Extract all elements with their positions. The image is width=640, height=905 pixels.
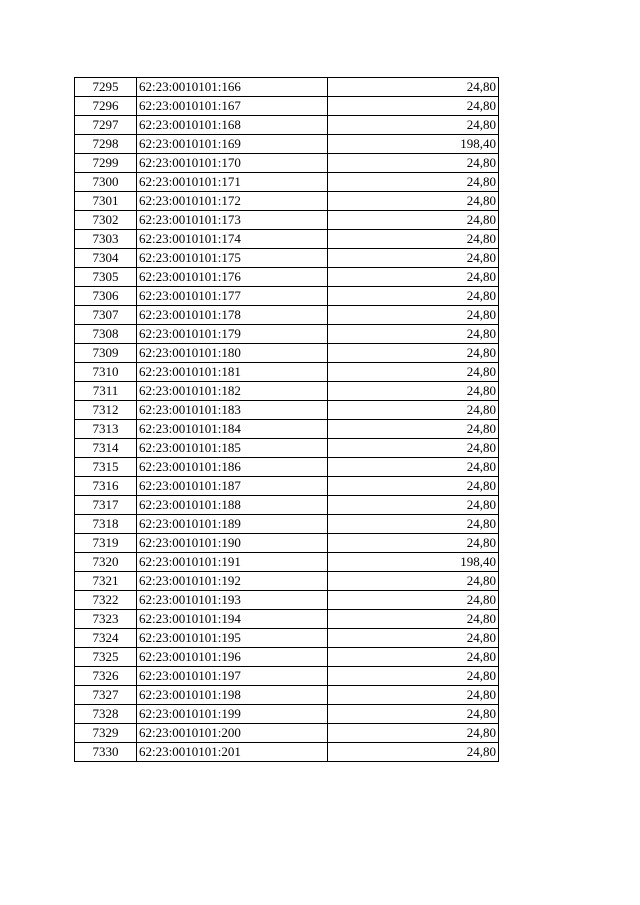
- cadastral-number-cell: 62:23:0010101:190: [137, 534, 328, 553]
- value-cell: 24,80: [328, 230, 499, 249]
- table-row: [75, 458, 499, 477]
- row-number-cell: 7307: [75, 306, 137, 325]
- table-row: [75, 610, 499, 629]
- table-row: [75, 116, 499, 135]
- cadastral-number-cell: 62:23:0010101:183: [137, 401, 328, 420]
- cadastral-number-cell: 62:23:0010101:172: [137, 192, 328, 211]
- table-row: [75, 420, 499, 439]
- row-number-cell: 7311: [75, 382, 137, 401]
- table-row: [75, 173, 499, 192]
- cadastral-number-cell: 62:23:0010101:199: [137, 705, 328, 724]
- value-cell: 24,80: [328, 325, 499, 344]
- table-row: [75, 534, 499, 553]
- cadastral-number-cell: 62:23:0010101:168: [137, 116, 328, 135]
- table-row: [75, 97, 499, 116]
- cadastral-number-cell: 62:23:0010101:167: [137, 97, 328, 116]
- cadastral-number-cell: 62:23:0010101:181: [137, 363, 328, 382]
- value-cell: 24,80: [328, 458, 499, 477]
- row-number-cell: 7296: [75, 97, 137, 116]
- value-cell: 24,80: [328, 344, 499, 363]
- table-row: [75, 515, 499, 534]
- cadastral-number-cell: 62:23:0010101:186: [137, 458, 328, 477]
- value-cell: 24,80: [328, 249, 499, 268]
- row-number-cell: 7309: [75, 344, 137, 363]
- table-row: [75, 211, 499, 230]
- value-cell: 24,80: [328, 192, 499, 211]
- row-number-cell: 7299: [75, 154, 137, 173]
- cadastral-number-cell: 62:23:0010101:196: [137, 648, 328, 667]
- row-number-cell: 7312: [75, 401, 137, 420]
- row-number-cell: 7319: [75, 534, 137, 553]
- value-cell: 24,80: [328, 363, 499, 382]
- value-cell: 24,80: [328, 743, 499, 762]
- table-row: [75, 154, 499, 173]
- cadastral-number-cell: 62:23:0010101:180: [137, 344, 328, 363]
- value-cell: 24,80: [328, 97, 499, 116]
- cadastral-number-cell: 62:23:0010101:169: [137, 135, 328, 154]
- cadastral-number-cell: 62:23:0010101:173: [137, 211, 328, 230]
- value-cell: 24,80: [328, 439, 499, 458]
- cadastral-number-cell: 62:23:0010101:192: [137, 572, 328, 591]
- row-number-cell: 7297: [75, 116, 137, 135]
- row-number-cell: 7301: [75, 192, 137, 211]
- value-cell: 24,80: [328, 173, 499, 192]
- row-number-cell: 7329: [75, 724, 137, 743]
- table-row: [75, 192, 499, 211]
- value-cell: 24,80: [328, 705, 499, 724]
- table-row: [75, 306, 499, 325]
- row-number-cell: 7316: [75, 477, 137, 496]
- value-cell: 24,80: [328, 287, 499, 306]
- cadastral-number-cell: 62:23:0010101:179: [137, 325, 328, 344]
- value-cell: 198,40: [328, 553, 499, 572]
- row-number-cell: 7328: [75, 705, 137, 724]
- row-number-cell: 7320: [75, 553, 137, 572]
- value-cell: 24,80: [328, 477, 499, 496]
- table-row: [75, 629, 499, 648]
- row-number-cell: 7317: [75, 496, 137, 515]
- row-number-cell: 7326: [75, 667, 137, 686]
- table-row: [75, 496, 499, 515]
- row-number-cell: 7330: [75, 743, 137, 762]
- value-cell: 24,80: [328, 534, 499, 553]
- table-body: [75, 78, 499, 762]
- value-cell: 24,80: [328, 382, 499, 401]
- table-row: [75, 591, 499, 610]
- row-number-cell: 7302: [75, 211, 137, 230]
- table-row: [75, 249, 499, 268]
- value-cell: 24,80: [328, 306, 499, 325]
- row-number-cell: 7325: [75, 648, 137, 667]
- row-number-cell: 7321: [75, 572, 137, 591]
- table-row: [75, 78, 499, 97]
- table-row: [75, 705, 499, 724]
- cadastral-number-cell: 62:23:0010101:178: [137, 306, 328, 325]
- value-cell: 24,80: [328, 268, 499, 287]
- cadastral-number-cell: 62:23:0010101:187: [137, 477, 328, 496]
- cadastral-number-cell: 62:23:0010101:200: [137, 724, 328, 743]
- table-row: [75, 572, 499, 591]
- value-cell: 24,80: [328, 211, 499, 230]
- value-cell: 24,80: [328, 591, 499, 610]
- table-row: [75, 382, 499, 401]
- cadastral-number-cell: 62:23:0010101:189: [137, 515, 328, 534]
- cadastral-number-cell: 62:23:0010101:185: [137, 439, 328, 458]
- cadastral-number-cell: 62:23:0010101:193: [137, 591, 328, 610]
- value-cell: 24,80: [328, 629, 499, 648]
- table-row: [75, 230, 499, 249]
- cadastral-number-cell: 62:23:0010101:182: [137, 382, 328, 401]
- table-row: [75, 268, 499, 287]
- table-row: [75, 325, 499, 344]
- value-cell: 24,80: [328, 686, 499, 705]
- cadastral-number-cell: 62:23:0010101:166: [137, 78, 328, 97]
- cadastral-number-cell: 62:23:0010101:201: [137, 743, 328, 762]
- row-number-cell: 7300: [75, 173, 137, 192]
- table-row: [75, 401, 499, 420]
- table-row: [75, 667, 499, 686]
- table-row: [75, 135, 499, 154]
- cadastral-number-cell: 62:23:0010101:170: [137, 154, 328, 173]
- value-cell: 24,80: [328, 724, 499, 743]
- row-number-cell: 7304: [75, 249, 137, 268]
- row-number-cell: 7305: [75, 268, 137, 287]
- value-cell: 24,80: [328, 515, 499, 534]
- cadastral-number-cell: 62:23:0010101:174: [137, 230, 328, 249]
- table-row: [75, 648, 499, 667]
- value-cell: 24,80: [328, 610, 499, 629]
- row-number-cell: 7313: [75, 420, 137, 439]
- row-number-cell: 7295: [75, 78, 137, 97]
- row-number-cell: 7315: [75, 458, 137, 477]
- row-number-cell: 7306: [75, 287, 137, 306]
- table-row: [75, 287, 499, 306]
- row-number-cell: 7303: [75, 230, 137, 249]
- cadastral-number-cell: 62:23:0010101:198: [137, 686, 328, 705]
- row-number-cell: 7324: [75, 629, 137, 648]
- value-cell: 198,40: [328, 135, 499, 154]
- table-row: [75, 724, 499, 743]
- value-cell: 24,80: [328, 401, 499, 420]
- value-cell: 24,80: [328, 496, 499, 515]
- cadastral-number-cell: 62:23:0010101:194: [137, 610, 328, 629]
- value-cell: 24,80: [328, 667, 499, 686]
- cadastral-table: [74, 77, 499, 762]
- value-cell: 24,80: [328, 116, 499, 135]
- cadastral-number-cell: 62:23:0010101:191: [137, 553, 328, 572]
- cadastral-number-cell: 62:23:0010101:195: [137, 629, 328, 648]
- value-cell: 24,80: [328, 420, 499, 439]
- document-page: [74, 77, 499, 762]
- table-row: [75, 344, 499, 363]
- row-number-cell: 7310: [75, 363, 137, 382]
- cadastral-number-cell: 62:23:0010101:171: [137, 173, 328, 192]
- row-number-cell: 7327: [75, 686, 137, 705]
- row-number-cell: 7308: [75, 325, 137, 344]
- cadastral-number-cell: 62:23:0010101:176: [137, 268, 328, 287]
- cadastral-number-cell: 62:23:0010101:197: [137, 667, 328, 686]
- cadastral-number-cell: 62:23:0010101:175: [137, 249, 328, 268]
- row-number-cell: 7322: [75, 591, 137, 610]
- cadastral-number-cell: 62:23:0010101:177: [137, 287, 328, 306]
- value-cell: 24,80: [328, 648, 499, 667]
- table-row: [75, 363, 499, 382]
- table-row: [75, 477, 499, 496]
- row-number-cell: 7323: [75, 610, 137, 629]
- value-cell: 24,80: [328, 572, 499, 591]
- cadastral-number-cell: 62:23:0010101:184: [137, 420, 328, 439]
- table-row: [75, 439, 499, 458]
- cadastral-number-cell: 62:23:0010101:188: [137, 496, 328, 515]
- row-number-cell: 7298: [75, 135, 137, 154]
- value-cell: 24,80: [328, 78, 499, 97]
- table-row: [75, 553, 499, 572]
- row-number-cell: 7318: [75, 515, 137, 534]
- value-cell: 24,80: [328, 154, 499, 173]
- table-row: [75, 686, 499, 705]
- row-number-cell: 7314: [75, 439, 137, 458]
- table-row: [75, 743, 499, 762]
